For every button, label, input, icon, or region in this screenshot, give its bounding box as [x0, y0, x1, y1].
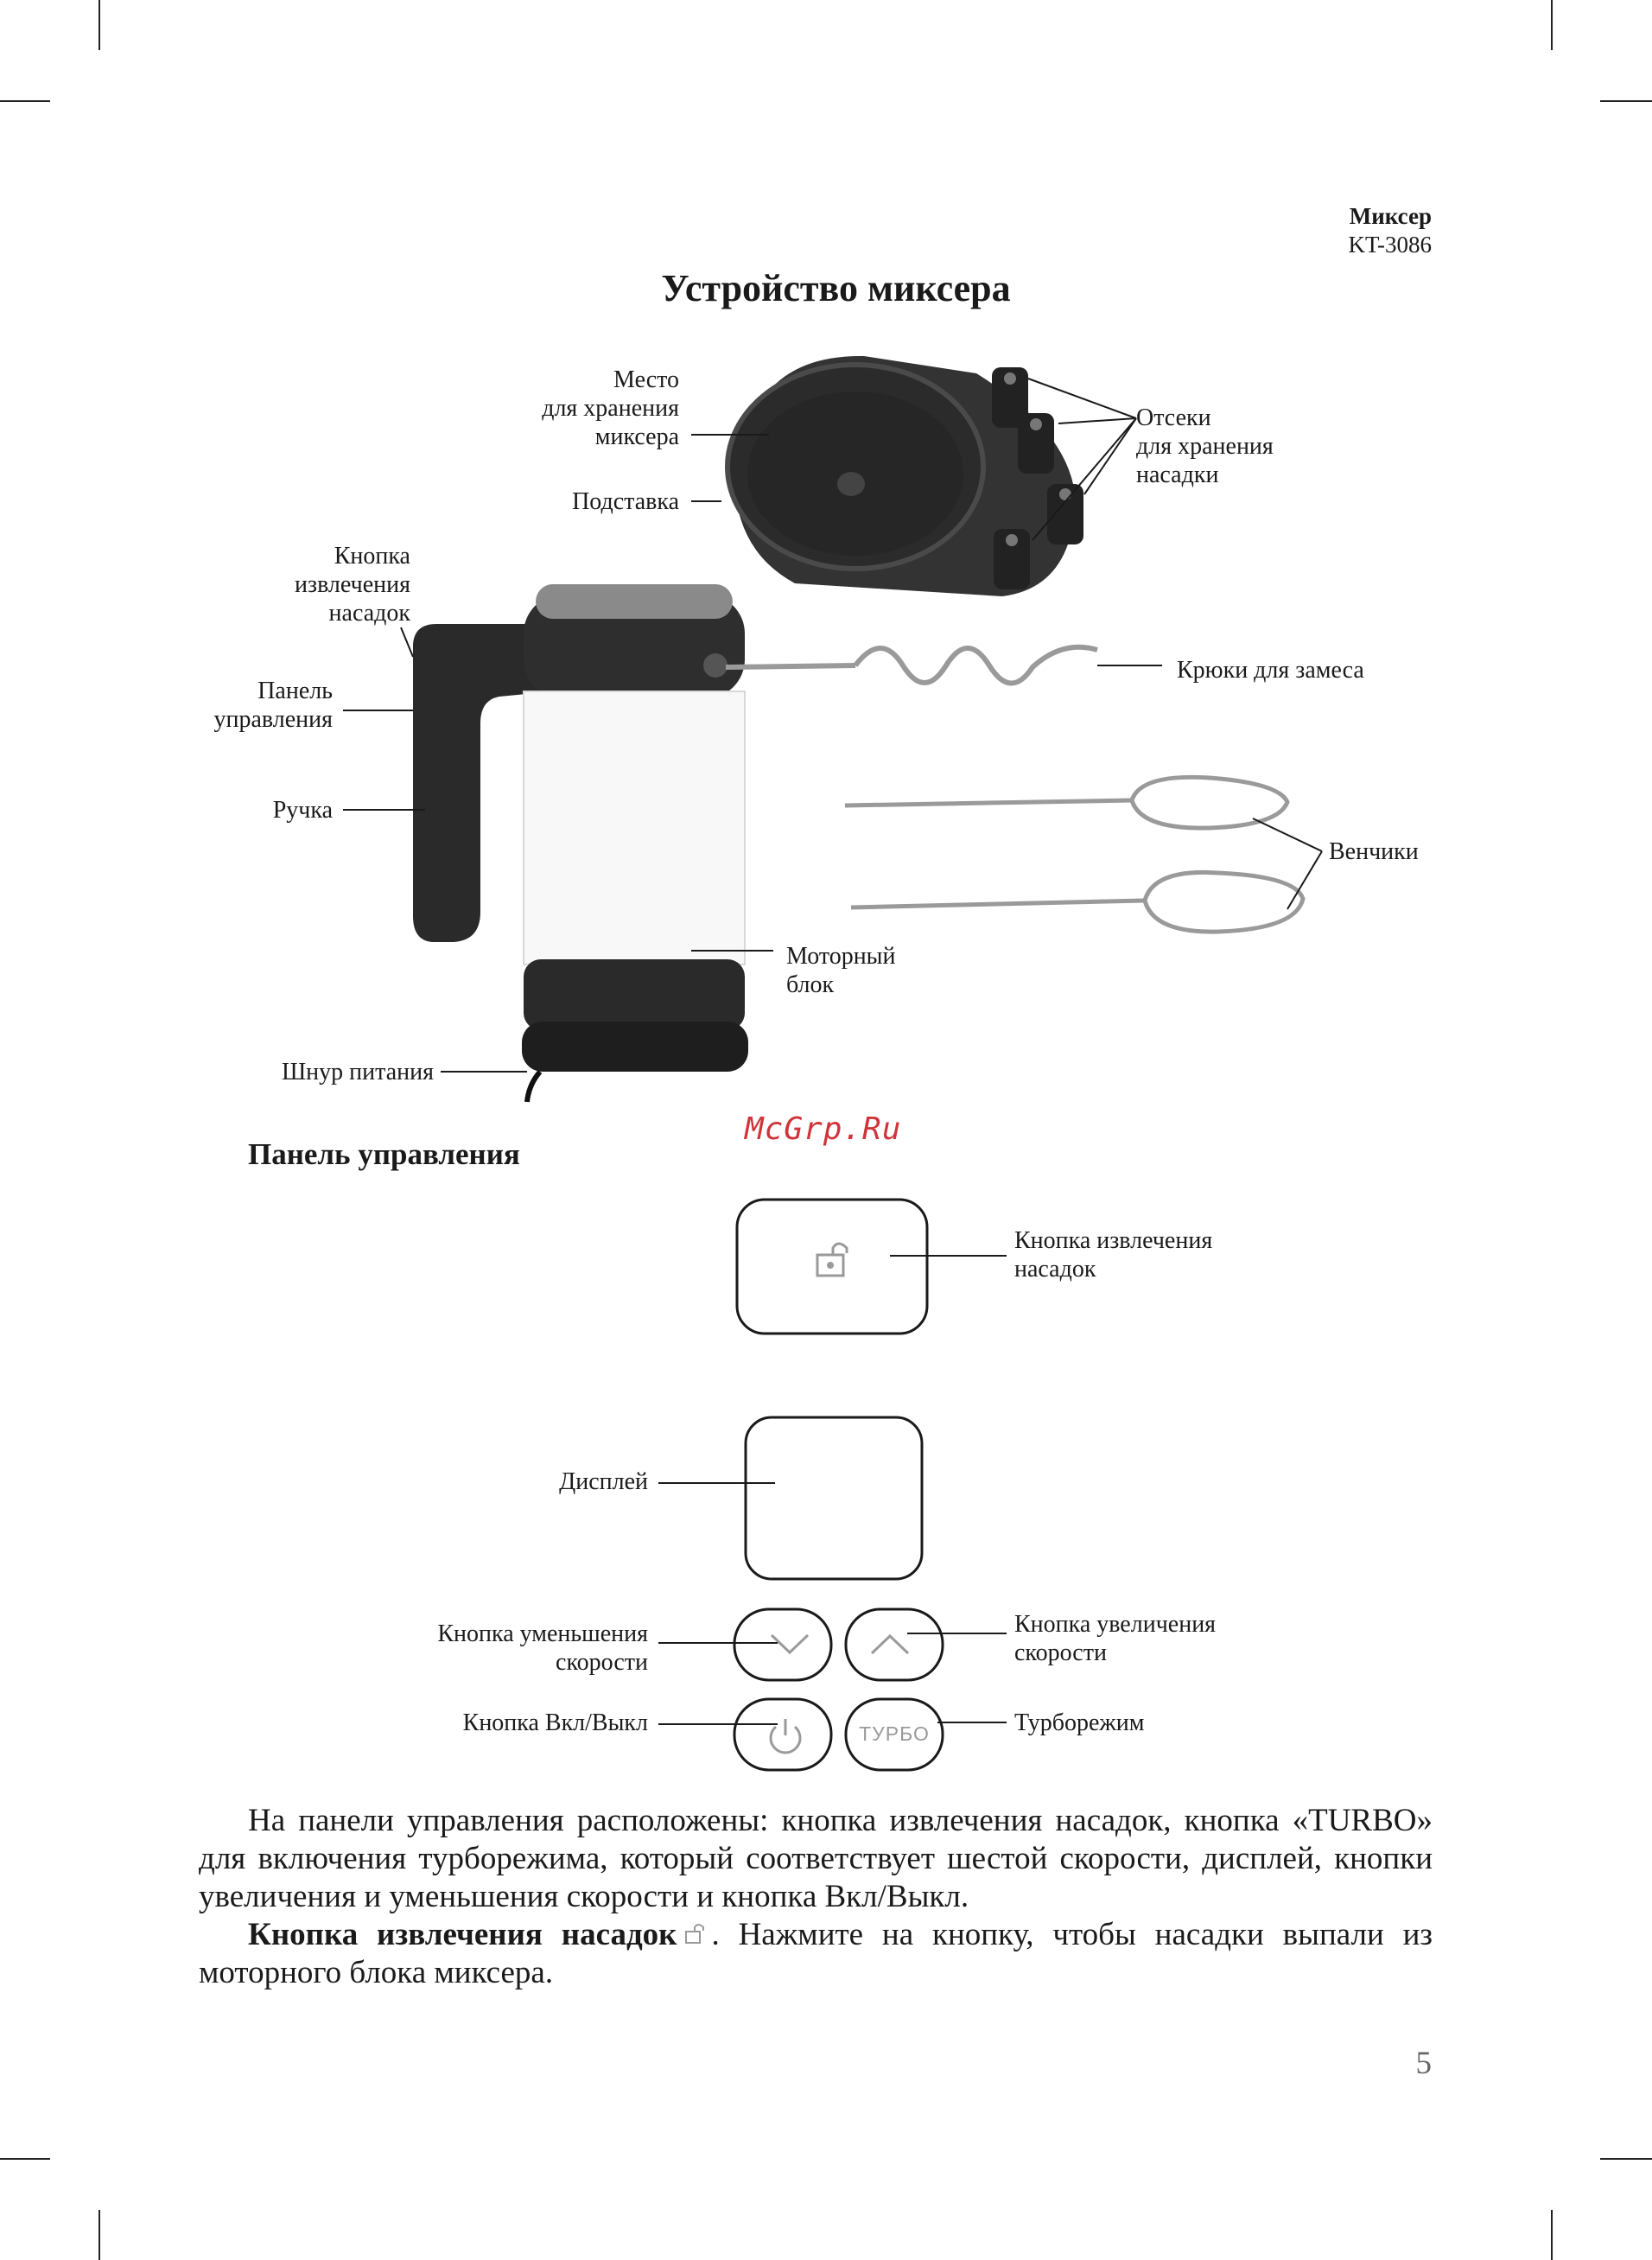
panel-heading: Панель управления — [248, 1137, 520, 1171]
crop-mark — [1551, 0, 1553, 50]
label-turbo: Турборежим — [1014, 1709, 1145, 1736]
dough-hook-illustration — [726, 647, 1097, 684]
speed-up-button-outline — [846, 1609, 943, 1680]
page-title: Устройство миксера — [661, 267, 1011, 309]
paragraph-2-bold: Кнопка извлечения насадок — [248, 1917, 677, 1952]
label-speed-down: Кнопка уменьшения скорости — [437, 1620, 648, 1676]
label-eject: Кнопка извлечения насадок — [1014, 1227, 1213, 1283]
control-panel-diagram — [0, 1184, 1652, 1789]
label-motor-unit: Моторный блок — [786, 943, 896, 998]
label-stand: Подставка — [572, 488, 679, 515]
label-dough-hooks: Крюки для замеса — [1177, 657, 1364, 684]
paragraph-1: На панели управления расположены: кнопка извлечения насадок, кнопка «TURBO» для включения турборежима, который соответствует шестой скорости, дисплей, кнопки увеличения и уменьшения скорости и кнопка Вкл/Выкл. — [199, 1803, 1433, 1914]
crop-mark — [98, 0, 100, 50]
inline-unlock-icon — [683, 1921, 712, 1947]
crop-mark — [0, 2158, 50, 2160]
crop-mark — [0, 100, 50, 102]
watermark: McGrp.Ru — [745, 1111, 902, 1147]
stand-illustration — [728, 356, 1083, 596]
crop-mark — [1551, 2210, 1553, 2260]
power-button-outline — [734, 1699, 831, 1770]
label-handle: Ручка — [272, 797, 333, 824]
paragraph-2 — [199, 1916, 1433, 1992]
header-product: Миксер — [1349, 203, 1432, 229]
mixer-illustration — [413, 584, 748, 1102]
display-outline — [746, 1417, 922, 1579]
label-speed-up: Кнопка увеличения скорости — [1014, 1611, 1217, 1666]
header-model: KT-3086 — [1348, 232, 1432, 258]
turbo-button-label: ТУРБО — [859, 1722, 930, 1745]
label-compartments: Отсеки для хранения насадки — [1136, 404, 1274, 488]
crop-mark — [1600, 2158, 1652, 2160]
unlock-icon — [817, 1244, 847, 1276]
label-eject-button: Кнопка извлечения насадок — [295, 543, 410, 627]
label-whisks: Венчики — [1329, 838, 1419, 865]
whisks-illustration — [845, 777, 1303, 932]
chevron-up-icon — [872, 1636, 908, 1653]
crop-mark — [98, 2210, 100, 2260]
page-number: 5 — [1415, 2046, 1432, 2081]
crop-mark — [1600, 100, 1652, 102]
label-display: Дисплей — [559, 1468, 648, 1495]
paragraph-2-rest: . Нажмите на кнопку, чтобы насадки выпали из моторного блока миксера. — [199, 1917, 1433, 1990]
label-power: Кнопка Вкл/Выкл — [462, 1709, 648, 1736]
label-control-panel: Панель управления — [213, 678, 333, 733]
label-storage: Место для хранения миксера — [542, 366, 679, 450]
label-power-cord: Шнур питания — [281, 1059, 434, 1085]
